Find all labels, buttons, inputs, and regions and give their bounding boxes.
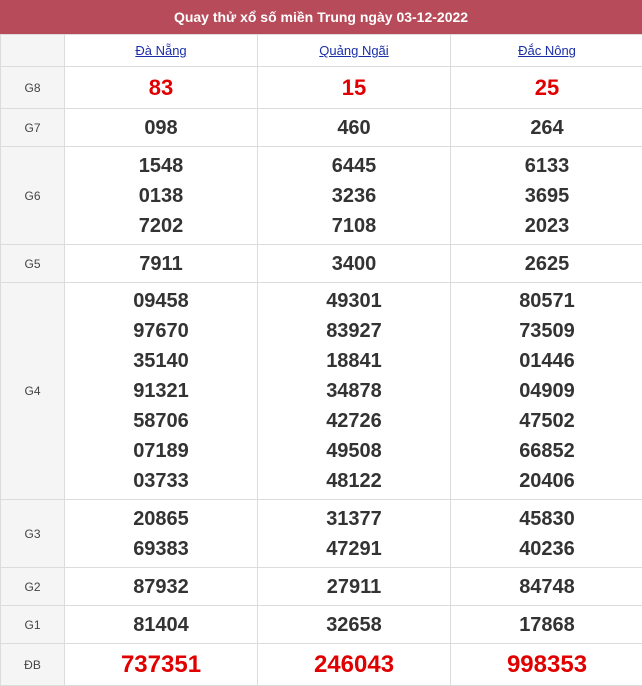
prize-cell <box>451 500 642 568</box>
prize-number: 91321 <box>65 376 257 406</box>
prize-number: 34878 <box>258 376 450 406</box>
prize-number: 81404 <box>65 610 257 640</box>
prize-number: 40236 <box>451 534 642 564</box>
prize-number: 264 <box>451 113 642 143</box>
prize-number: 35140 <box>65 346 257 376</box>
prize-number: 03733 <box>65 466 257 496</box>
prize-number: 2023 <box>451 211 642 241</box>
prize-cell <box>258 606 451 644</box>
header-row <box>1 35 642 67</box>
prize-number: 25 <box>451 73 642 103</box>
prize-number: 2625 <box>451 249 642 279</box>
prize-label: G8 <box>1 67 65 109</box>
prize-number: 31377 <box>258 504 450 534</box>
prize-number: 87932 <box>65 572 257 602</box>
prize-row-g2 <box>1 568 642 606</box>
prize-number: 17868 <box>451 610 642 640</box>
prize-number: 01446 <box>451 346 642 376</box>
prize-number: 69383 <box>65 534 257 564</box>
prize-cell <box>451 644 642 686</box>
prize-number: 09458 <box>65 286 257 316</box>
results-table <box>0 34 642 686</box>
prize-number: 20406 <box>451 466 642 496</box>
prize-number: 47291 <box>258 534 450 564</box>
prize-label: G5 <box>1 245 65 283</box>
prize-cell <box>451 606 642 644</box>
prize-number: 7108 <box>258 211 450 241</box>
prize-number: 83 <box>65 73 257 103</box>
prize-number: 7202 <box>65 211 257 241</box>
corner-cell <box>1 35 65 67</box>
prize-label: G4 <box>1 283 65 500</box>
prize-number: 6445 <box>258 151 450 181</box>
prize-row-g3 <box>1 500 642 568</box>
prize-number: 58706 <box>65 406 257 436</box>
prize-number: 49508 <box>258 436 450 466</box>
prize-cell <box>451 245 642 283</box>
prize-number: 84748 <box>451 572 642 602</box>
prize-number: 47502 <box>451 406 642 436</box>
prize-row-g8 <box>1 67 642 109</box>
prize-number: 32658 <box>258 610 450 640</box>
prize-number: 3236 <box>258 181 450 211</box>
prize-cell <box>65 67 258 109</box>
prize-number: 1548 <box>65 151 257 181</box>
prize-cell <box>258 283 451 500</box>
prize-cell <box>258 109 451 147</box>
prize-number: 3400 <box>258 249 450 279</box>
prize-number: 737351 <box>65 650 257 680</box>
prize-number: 42726 <box>258 406 450 436</box>
prize-label: ĐB <box>1 644 65 686</box>
prize-number: 246043 <box>258 650 450 680</box>
prize-number: 6133 <box>451 151 642 181</box>
prize-cell <box>65 568 258 606</box>
prize-cell <box>258 147 451 245</box>
prize-number: 80571 <box>451 286 642 316</box>
prize-cell <box>65 644 258 686</box>
prize-number: 098 <box>65 113 257 143</box>
prize-cell <box>65 147 258 245</box>
prize-cell <box>451 147 642 245</box>
prize-cell <box>451 109 642 147</box>
prize-number: 7911 <box>65 249 257 279</box>
prize-cell <box>65 500 258 568</box>
prize-cell <box>65 283 258 500</box>
prize-number: 0138 <box>65 181 257 211</box>
prize-row-g6 <box>1 147 642 245</box>
prize-number: 20865 <box>65 504 257 534</box>
prize-number: 15 <box>258 73 450 103</box>
prize-number: 27911 <box>258 572 450 602</box>
prize-number: 998353 <box>451 650 642 680</box>
prize-cell <box>258 568 451 606</box>
prize-label: G3 <box>1 500 65 568</box>
prize-number: 460 <box>258 113 450 143</box>
page-title: Quay thử xổ số miền Trung ngày 03-12-2022 <box>0 0 642 34</box>
province-link-dac-nong[interactable]: Đắc Nông <box>451 35 642 67</box>
prize-row-g5 <box>1 245 642 283</box>
prize-cell <box>65 245 258 283</box>
prize-label: G2 <box>1 568 65 606</box>
prize-cell <box>258 644 451 686</box>
prize-number: 66852 <box>451 436 642 466</box>
prize-cell <box>258 500 451 568</box>
prize-cell <box>65 606 258 644</box>
prize-cell <box>451 283 642 500</box>
province-link-quang-ngai[interactable]: Quảng Ngãi <box>258 35 451 67</box>
prize-row-special <box>1 644 642 686</box>
prize-row-g7 <box>1 109 642 147</box>
prize-cell <box>65 109 258 147</box>
prize-number: 3695 <box>451 181 642 211</box>
province-link-da-nang[interactable]: Đà Nẵng <box>65 35 258 67</box>
prize-cell <box>258 245 451 283</box>
prize-number: 04909 <box>451 376 642 406</box>
prize-label: G7 <box>1 109 65 147</box>
prize-label: G6 <box>1 147 65 245</box>
prize-number: 48122 <box>258 466 450 496</box>
prize-number: 73509 <box>451 316 642 346</box>
prize-row-g1 <box>1 606 642 644</box>
prize-row-g4 <box>1 283 642 500</box>
prize-cell <box>451 67 642 109</box>
prize-label: G1 <box>1 606 65 644</box>
prize-cell <box>258 67 451 109</box>
prize-number: 45830 <box>451 504 642 534</box>
prize-number: 07189 <box>65 436 257 466</box>
prize-number: 49301 <box>258 286 450 316</box>
prize-number: 83927 <box>258 316 450 346</box>
prize-number: 97670 <box>65 316 257 346</box>
prize-cell <box>451 568 642 606</box>
prize-number: 18841 <box>258 346 450 376</box>
